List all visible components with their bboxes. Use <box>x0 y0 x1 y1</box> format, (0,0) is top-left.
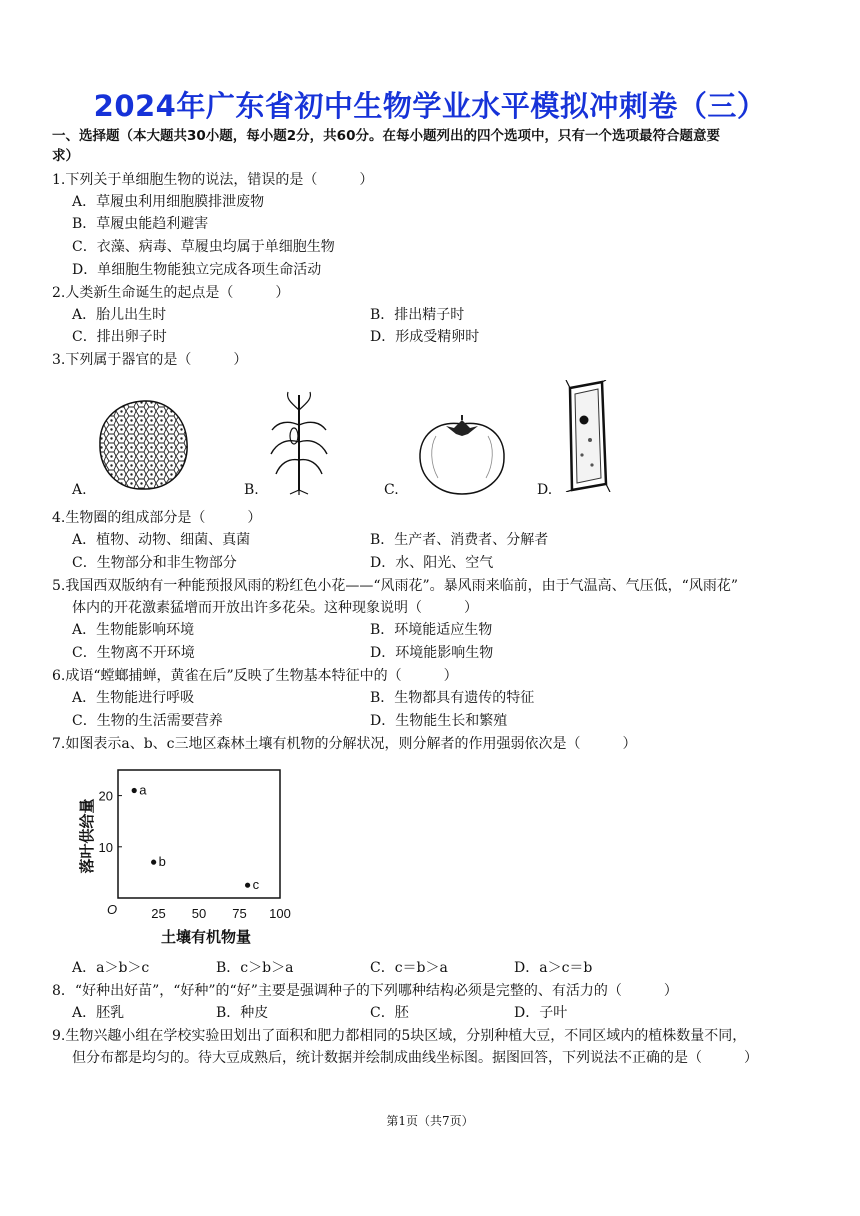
question-4-stem: 4.生物圈的组成部分是（ ） <box>52 510 262 526</box>
q5-option-a: A．生物能影响环境 <box>72 622 195 638</box>
q2-option-c: C．排出卵子时 <box>72 329 167 345</box>
x-tick-label: 25 <box>151 906 166 921</box>
q2-option-b: B．排出精子时 <box>370 307 465 323</box>
y-tick-label: 10 <box>98 839 113 855</box>
x-tick-label: 100 <box>269 906 291 921</box>
soil-organic-matter-chart <box>72 760 302 950</box>
section-heading-cont: 求） <box>52 148 79 164</box>
x-tick-label: 75 <box>232 906 247 921</box>
q7-option-c: C．c＝b＞a <box>370 960 448 976</box>
chart-x-axis-label: 土壤有机物量 <box>160 928 252 946</box>
q4-option-d: D．水、阳光、空气 <box>370 555 494 571</box>
question-7-stem: 7.如图表示a、b、c三地区森林土壤有机物的分解状况，则分解者的作用强弱依次是（ ） <box>52 736 637 752</box>
q5-option-d: D．环境能影响生物 <box>370 645 494 661</box>
q4-option-b: B．生产者、消费者、分解者 <box>370 532 549 548</box>
question-9-stem-cont: 但分布都是均匀的。待大豆成熟后，统计数据并绘制成曲线坐标图。据图回答，下列说法不正确的是（ ） <box>72 1050 758 1066</box>
q4-option-c: C．生物部分和非生物部分 <box>72 555 237 571</box>
q7-option-b: B．c＞b＞a <box>216 960 294 976</box>
q6-option-b: B．生物都具有遗传的特征 <box>370 690 535 706</box>
q6-option-c: C．生物的生活需要营养 <box>72 713 223 729</box>
q2-option-d: D．形成受精卵时 <box>370 329 480 345</box>
q5-option-c: C．生物离不开环境 <box>72 645 195 661</box>
data-point-a <box>132 788 137 793</box>
q3-option-d: D. <box>537 482 553 498</box>
question-6-stem: 6.成语“螳螂捕蝉，黄雀在后”反映了生物基本特征中的（ ） <box>52 668 458 684</box>
question-9-stem: 9.生物兴趣小组在学校实验田划出了面积和肥力都相同的5块区域，分别种植大豆，不同区域内的植株数量不同， <box>52 1028 747 1044</box>
x-tick-label: 50 <box>191 906 207 921</box>
q1-option-a: A．草履虫利用细胞膜排泄废物 <box>72 194 265 210</box>
tomato-figure <box>416 414 508 496</box>
y-tick-label: 20 <box>98 788 113 804</box>
q1-option-d: D．单细胞生物能独立完成各项生命活动 <box>72 262 322 278</box>
q8-option-a: A．胚乳 <box>72 1005 125 1021</box>
data-label-b: b <box>158 854 166 870</box>
question-8-stem: 8．“好种出好苗”，“好种”的“好”主要是强调种子的下列哪种结构必须是完整的、有活力的（ ） <box>52 983 678 999</box>
data-point-b <box>151 860 156 865</box>
corn-plant-figure <box>268 390 330 495</box>
q8-option-d: D．子叶 <box>514 1005 568 1021</box>
q2-option-a: A．胎儿出生时 <box>72 307 167 323</box>
q6-option-a: A．生物能进行呼吸 <box>72 690 195 706</box>
q4-option-a: A．植物、动物、细菌、真菌 <box>72 532 251 548</box>
question-1-stem: 1.下列关于单细胞生物的说法，错误的是（ ） <box>52 172 374 188</box>
q7-option-d: D．a＞c＝b <box>514 960 593 976</box>
q8-option-c: C．胚 <box>370 1005 409 1021</box>
question-5-stem: 5.我国西双版纳有一种能预报风雨的粉红色小花——“风雨花”。暴风雨来临前，由于气温高、气压低，“风雨花” <box>52 578 738 594</box>
q5-option-b: B．环境能适应生物 <box>370 622 493 638</box>
q1-option-b: B．草履虫能趋利避害 <box>72 216 209 232</box>
question-2-stem: 2.人类新生命诞生的起点是（ ） <box>52 285 290 301</box>
chart-y-axis-label: 落叶供给量 <box>78 798 96 874</box>
question-5-stem-cont: 体内的开花激素猛增而开放出许多花朵。这种现象说明（ ） <box>72 600 478 616</box>
data-label-a: a <box>139 782 147 798</box>
q3-option-b: B. <box>244 482 259 498</box>
tissue-cells-figure <box>96 398 191 493</box>
data-point-c <box>245 883 250 888</box>
q1-option-c: C．衣藻、病毒、草履虫均属于单细胞生物 <box>72 239 335 255</box>
q7-option-a: A．a＞b＞c <box>72 960 150 976</box>
q3-option-c: C. <box>384 482 399 498</box>
q8-option-b: B．种皮 <box>216 1005 269 1021</box>
section-heading: 一、选择题（本大题共30小题，每小题2分，共60分。在每小题列出的四个选项中，只有一个选项最符合题意要 <box>52 128 720 144</box>
page-footer: 第1页（共7页） <box>386 1114 474 1128</box>
q6-option-d: D．生物能生长和繁殖 <box>370 713 508 729</box>
chart-origin-label: O <box>106 902 118 917</box>
data-label-c: c <box>252 877 260 893</box>
q3-option-a: A. <box>72 482 87 498</box>
plant-cell-figure <box>562 380 612 492</box>
exam-title: 2024年广东省初中生物学业水平模拟冲刺卷（三） <box>93 89 767 123</box>
question-3-stem: 3.下列属于器官的是（ ） <box>52 352 248 368</box>
